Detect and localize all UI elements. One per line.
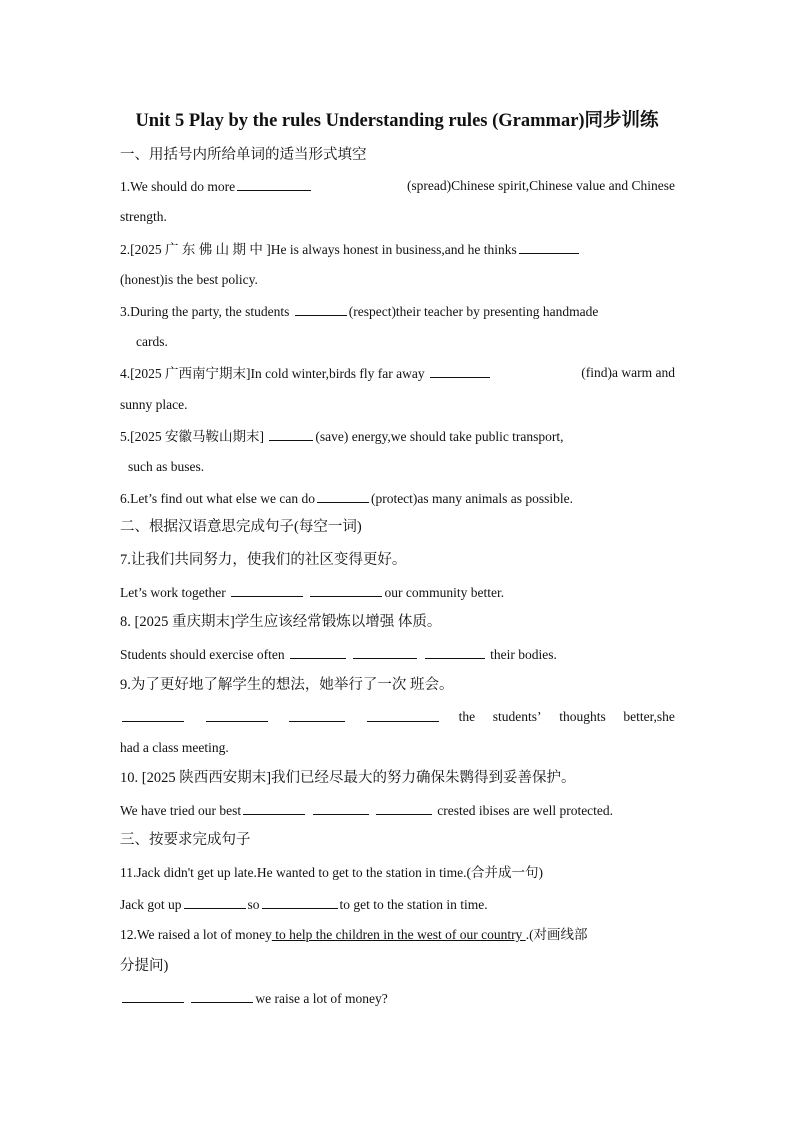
- question-11-text: Jack got up: [120, 897, 182, 912]
- question-12-line-3: [120, 989, 675, 1008]
- question-11-line-2: [120, 895, 675, 914]
- answer-blank[interactable]: [295, 302, 347, 316]
- answer-blank[interactable]: [430, 364, 490, 378]
- answer-blank[interactable]: [243, 801, 305, 815]
- question-2-line-2: (honest)is the best policy.: [120, 272, 258, 287]
- question-11-line-1: 11.Jack didn't get up late.He wanted to get to the station in time.(合并成一句): [120, 865, 543, 880]
- answer-blank[interactable]: [262, 895, 338, 909]
- answer-blank[interactable]: [191, 989, 253, 1003]
- question-12-text: .(对画线部: [525, 927, 588, 942]
- question-11-text: to get to the station in time.: [339, 897, 488, 912]
- question-10-text: We have tried our best: [120, 803, 242, 818]
- question-11-text: so: [247, 897, 260, 912]
- question-9-word: the: [458, 709, 476, 724]
- question-7-text: our community better.: [384, 585, 505, 600]
- question-8-text: Students should exercise often: [120, 647, 285, 662]
- question-9-line-1: [120, 708, 675, 726]
- question-3-line-1: [120, 302, 675, 321]
- question-9-line-2: had a class meeting.: [120, 740, 229, 755]
- question-12-line-2: 分提问): [120, 958, 169, 974]
- question-9-word: better,she: [623, 709, 675, 724]
- question-2-text: 2.[2025 广 东 佛 山 期 中 ]He is always honest in business,and he thinks: [120, 242, 517, 257]
- answer-blank[interactable]: [519, 240, 579, 254]
- question-10-line: [120, 801, 675, 820]
- question-10-chinese: 10. [2025 陕西西安期末]我们已经尽最大的努力确保朱鹮得到妥善保护。: [120, 770, 576, 786]
- question-1-line-2: strength.: [120, 209, 167, 224]
- question-9-word: thoughts: [559, 709, 606, 724]
- question-6-text: (protect)as many animals as possible.: [370, 491, 574, 506]
- answer-blank[interactable]: [425, 645, 485, 659]
- answer-blank[interactable]: [310, 583, 382, 597]
- question-7-chinese: 7.让我们共同努力，使我们的社区变得更好。: [120, 552, 407, 568]
- answer-blank[interactable]: [290, 645, 346, 659]
- section-2-heading: 二、根据汉语意思完成句子(每空一词): [120, 519, 362, 535]
- answer-blank[interactable]: [122, 989, 184, 1003]
- question-7-text: Let’s work together: [120, 585, 226, 600]
- question-4-line-1: [120, 364, 675, 383]
- question-7-line: [120, 583, 675, 602]
- question-5-text: 5.[2025 安徽马鞍山期末]: [120, 429, 264, 444]
- answer-blank[interactable]: [122, 708, 184, 722]
- answer-blank[interactable]: [206, 708, 268, 722]
- question-4-text: 4.[2025 广西南宁期末]In cold winter,birds fly far away: [120, 366, 425, 381]
- question-4-text: (find)a warm and: [581, 365, 675, 380]
- question-5-text: (save) energy,we should take public transport,: [315, 429, 564, 444]
- question-5-line-1: [120, 427, 675, 446]
- answer-blank[interactable]: [269, 427, 313, 441]
- answer-blank[interactable]: [317, 489, 369, 503]
- question-6-line: [120, 489, 675, 508]
- question-3-text: 3.During the party, the students: [120, 304, 290, 319]
- answer-blank[interactable]: [231, 583, 303, 597]
- question-9-word: students’: [492, 709, 542, 724]
- answer-blank[interactable]: [289, 708, 345, 722]
- question-9-chinese: 9.为了更好地了解学生的想法，她举行了一次 班会。: [120, 677, 454, 693]
- answer-blank[interactable]: [353, 645, 417, 659]
- question-2-line-1: [120, 240, 675, 259]
- answer-blank[interactable]: [376, 801, 432, 815]
- section-1-heading: 一、用括号内所给单词的适当形式填空: [120, 147, 367, 163]
- underlined-phrase: to help the children in the west of our country: [271, 927, 526, 942]
- question-8-line: [120, 645, 675, 664]
- question-8-chinese: 8. [2025 重庆期末]学生应该经常锻炼以增强 体质。: [120, 614, 442, 630]
- answer-blank[interactable]: [367, 708, 439, 722]
- question-6-text: 6.Let’s find out what else we can do: [120, 491, 315, 506]
- question-12-text: 12.We raised a lot of money: [120, 927, 272, 942]
- question-12-text: we raise a lot of money?: [255, 991, 388, 1006]
- question-3-text: (respect)their teacher by presenting handmade: [348, 304, 599, 319]
- question-3-line-2: cards.: [136, 334, 168, 349]
- question-8-text: their bodies.: [490, 647, 557, 662]
- question-10-text: crested ibises are well protected.: [437, 803, 614, 818]
- question-1-text: 1.We should do more: [120, 179, 236, 194]
- answer-blank[interactable]: [313, 801, 369, 815]
- answer-blank[interactable]: [237, 177, 311, 191]
- question-5-line-2: such as buses.: [128, 459, 205, 474]
- question-1-text: (spread)Chinese spirit,Chinese value and Chinese: [406, 178, 675, 193]
- question-1-line-1: [120, 177, 675, 196]
- page-title: Unit 5 Play by the rules Understanding rules (Grammar)同步训练: [135, 111, 659, 131]
- section-3-heading: 三、按要求完成句子: [120, 832, 251, 848]
- answer-blank[interactable]: [184, 895, 246, 909]
- question-12-line-1: [120, 926, 675, 944]
- question-4-line-2: sunny place.: [120, 397, 188, 412]
